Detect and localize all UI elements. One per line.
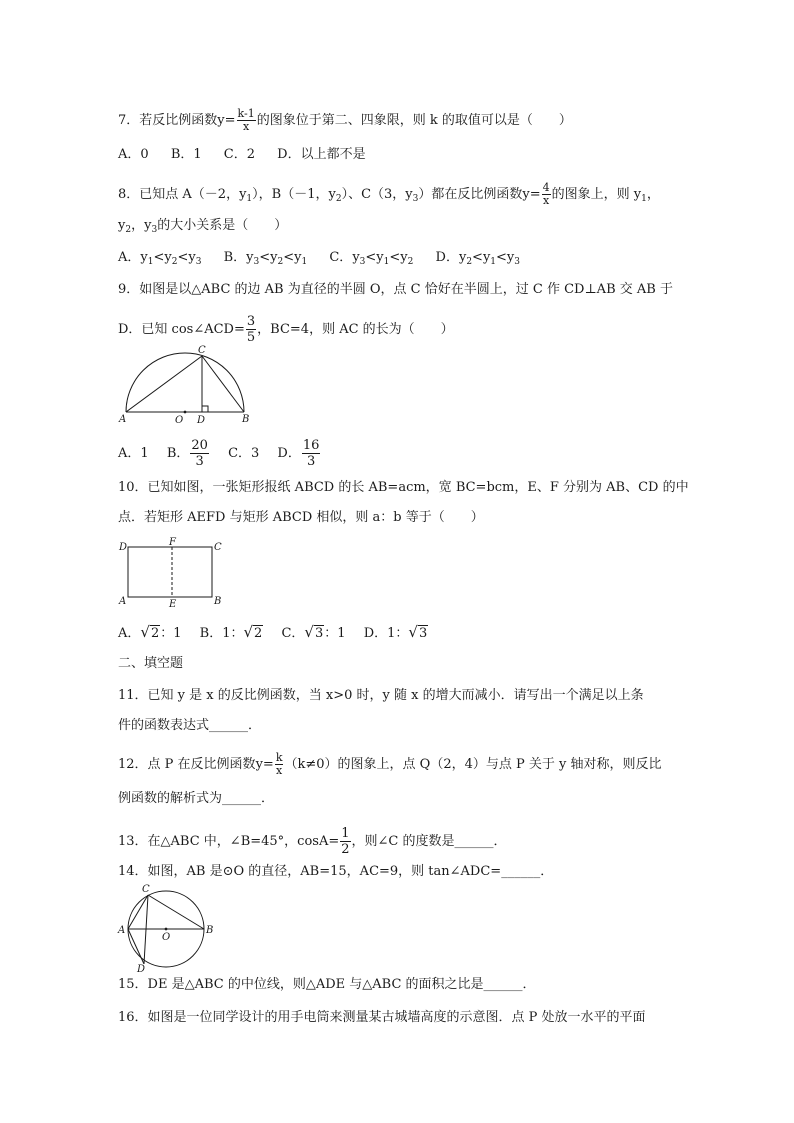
q9-label-o: O: [175, 415, 184, 426]
q7-option-b: B．1: [170, 147, 202, 162]
q8-stem-line1: 8．已知点 A（－2，$y_1$），B（－1，$y_2$）、C（3，$y_3$）都在反比例函数y= $\frac{4}{x}$ 的图象上，则 $y_1$，: [118, 181, 660, 207]
q10-option-c: C．√3：1: [281, 623, 346, 641]
q9-option-d: D． $\frac{16}{3}$: [277, 438, 320, 469]
q16-stem: 16．如图是一位同学设计的用手电筒来测量某古城墙高度的示意图．点 P 处放一水平的平面: [118, 1010, 646, 1025]
q13-stem: 13．在△ABC 中，∠B=45°，cosA= $\frac{1}{2}$ ，则∠C 的度数是______．: [118, 826, 507, 857]
q8-option-a: A．$y_1<y_2<y_3$: [118, 250, 202, 267]
q9-semicircle-figure: [118, 346, 248, 426]
q7-stem: 7．若反比例函数y= $\frac{k-1}{x}$ 的图象位于第二、四象限，则 k 的取值可以是（ ）: [118, 107, 572, 133]
q14-chord-ca: [128, 895, 148, 929]
q10-rectangle-figure: [118, 538, 228, 610]
q9-right-angle-mark: [202, 406, 208, 412]
q11-stem-line1: 11．已知 y 是 x 的反比例函数，当 x>0 时，y 随 x 的增大而减小．请写出一个满足以上条: [118, 688, 644, 703]
q9-label-d: D: [197, 415, 206, 426]
q10-label-f: F: [169, 537, 176, 548]
q10-options: [118, 622, 446, 644]
q14-label-c: C: [142, 884, 150, 895]
q12-stem-line2: 例函数的解析式为______．: [118, 791, 275, 806]
q14-circle-figure: [118, 884, 218, 975]
q9-semicircle-arc: [126, 353, 244, 412]
q14-chord-da: [128, 929, 144, 964]
q10-option-b: B．1：√2: [199, 623, 263, 641]
q10-rectangle-abcd: [128, 547, 212, 597]
q9-fraction: $\frac{3}{5}$: [246, 314, 256, 345]
q10-label-a: A: [119, 596, 127, 607]
q9-option-c: C．3: [228, 446, 260, 461]
q10-option-d: D．1：√3: [363, 623, 428, 641]
q7-option-c: C．2: [223, 147, 255, 162]
q9-label-b: B: [242, 414, 250, 425]
q10-stem-line2: 点．若矩形 AEFD 与矩形 ABCD 相似，则 a：b 等于（ ）: [118, 510, 484, 525]
q8-option-b: B．$y_3<y_2<y_1$: [223, 250, 308, 267]
q14-label-d: D: [137, 964, 146, 975]
q7-option-a: A．0: [118, 147, 149, 162]
q9-options: [118, 438, 339, 469]
q10-label-e: E: [169, 599, 177, 610]
section-fill-in-title: 二、填空题: [118, 656, 184, 671]
q7-option-d: D．以上都不是: [277, 147, 366, 162]
q8-fraction: $\frac{4}{x}$: [542, 181, 550, 207]
q7-options: [118, 145, 384, 165]
q14-chord-cb: [148, 895, 204, 929]
q8-option-c: C．$y_3<y_1<y_2$: [329, 250, 414, 267]
q9-segment-cb: [202, 356, 244, 412]
q10-label-c: C: [214, 542, 222, 553]
q7-fraction: $\frac{k-1}{x}$: [237, 107, 255, 133]
q10-label-b: B: [214, 596, 222, 607]
q9-option-b: B． $\frac{20}{3}$: [166, 438, 208, 469]
q12-stem-line1: 12．点 P 在反比例函数y= $\frac{k}{x}$ （k≠0）的图象上，点 Q（2，4）与点 P 关于 y 轴对称，则反比: [118, 751, 662, 777]
q14-stem: 14．如图，AB 是⊙O 的直径，AB=15，AC=9，则 tan∠ADC=______．: [118, 864, 554, 879]
q11-stem-line2: 件的函数表达式______．: [118, 718, 262, 733]
q9-stem-line1: 9．如图是以△ABC 的边 AB 为直径的半圆 O，点 C 恰好在半圆上，过 C 作 CD⊥AB 交 AB 于: [118, 282, 673, 297]
q9-segment-ac: [126, 356, 202, 412]
q9-label-a: A: [119, 414, 127, 425]
q14-center-point: [165, 928, 168, 931]
q10-option-a: A．√2：1: [118, 623, 182, 641]
q8-option-d: D．$y_2<y_1<y_3$: [435, 250, 521, 267]
q15-stem: 15．DE 是△ABC 的中位线，则△ADE 与△ABC 的面积之比是______．: [118, 977, 536, 992]
q14-label-a: A: [118, 925, 126, 936]
q14-label-o: O: [162, 932, 171, 943]
q12-fraction: $\frac{k}{x}$: [275, 751, 283, 777]
q9-center-point: [184, 411, 187, 414]
q14-label-b: B: [206, 925, 214, 936]
q10-stem-line1: 10．已知如图，一张矩形报纸 ABCD 的长 AB=acm，宽 BC=bcm，E、F 分别为 AB、CD 的中: [118, 480, 689, 495]
q9-option-a: A．1: [118, 446, 149, 461]
q13-fraction: $\frac{1}{2}$: [341, 826, 350, 857]
q9-stem-line2: D．已知 cos∠ACD= $\frac{3}{5}$ ，BC=4，则 AC 的长为（ ）: [118, 314, 454, 345]
q8-options: [118, 248, 538, 272]
q10-label-d: D: [119, 542, 128, 553]
q8-stem-line2: $y_2$，$y_3$的大小关系是（ ）: [118, 218, 288, 235]
q9-label-c: C: [198, 345, 206, 356]
